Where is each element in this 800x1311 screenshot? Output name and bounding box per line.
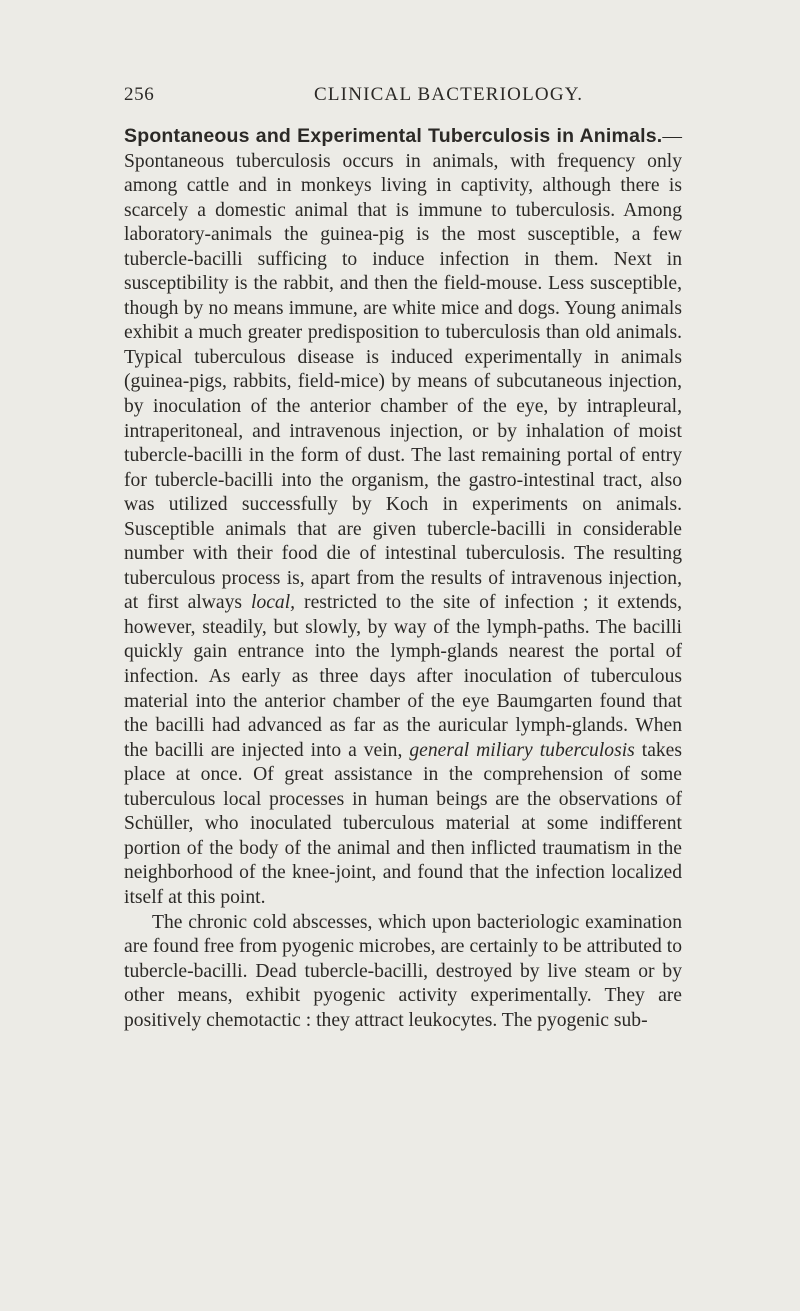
paragraph-1-part-1: —Spontaneous tuberculosis occurs in animals, with frequency only among cattle and in monkeys living in captivity, although there is scarcely a domestic animal that is immune to tuberculosis. Among laboratory-animals the guinea-pig is the most susceptible, a few tubercle-bacilli sufficing to induce infection in them. Next in susceptibility is the rabbit, and then the field-mouse. Less susceptible, though by no means immune, are white mice and dogs. Young animals exhibit a much greater predisposition to tuberculosis than old animals. Typical tuberculous disease is induced experimentally in animals (guinea-pigs, rabbits, field-mice) by means of subcutaneous injection, by inoculation of the anterior chamber of the eye, by intrapleural, intraperitoneal, and intravenous injection, or by inhalation of moist tubercle-bacilli in the form of dust. The last remaining portal of entry for tubercle-bacilli into the organism, the gastro-intestinal tract, also was utilized successfully by Koch in experiments on animals. Susceptible animals that are given tubercle-bacilli in considerable number with their food die of intestinal tuberculosis. The resulting tuberculous process is, apart from the results of intravenous injection, at first always [124,126,682,614]
emphasis-local: local, [251,592,296,614]
section-title: Spontaneous and Experimental Tuberculosis in Animals. [124,125,663,147]
running-head [124,84,684,108]
emphasis-general-miliary-tuberculosis: general miliary tuberculosis [409,739,635,761]
page-number: 256 [124,84,155,105]
body-text [124,124,682,1033]
running-title: CLINICAL BACTERIOLOGY. [314,84,584,105]
paragraph-1-part-3: takes place at once. Of great assistance in the comprehension of some tuberculous local processes in human beings are the observations of Schüller, who inoculated tuberculous material at some indifferent portion of the body of the animal and then inflicted traumatism in the neighborhood of the knee-joint, and found that the infection localized itself at this point. [124,739,683,908]
paragraph-1 [124,124,682,911]
paragraph-1-part-2: restricted to the site of infection ; it extends, however, steadily, but slowly, by way of the lymph-paths. The bacilli quickly gain entrance into the lymph-glands nearest the portal of infection. As early as three days after inoculation of tuberculous material into the anterior chamber of the eye Baumgarten found that the bacilli had advanced as far as the auricular lymph-glands. When the bacilli are injected into a vein, [124,592,683,761]
paragraph-2: The chronic cold abscesses, which upon bacteriologic examination are found free from pyogenic microbes, are certainly to be attributed to tubercle-bacilli. Dead tubercle-bacilli, destroyed by live steam or by other means, exhibit pyogenic activity experimentally. They are positively chemotactic : they attract leukocytes. The pyogenic sub- [124,911,682,1031]
